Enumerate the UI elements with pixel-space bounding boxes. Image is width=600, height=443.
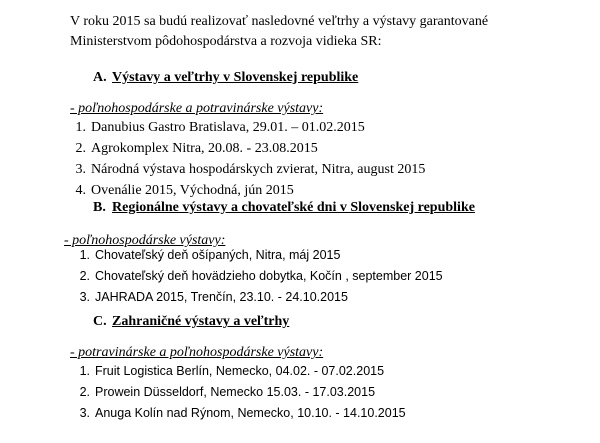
section-c-title: Zahraničné výstavy a veľtrhy [112, 314, 290, 329]
section-a-heading [93, 70, 358, 86]
section-c-heading [93, 314, 289, 330]
section-b-heading [93, 200, 475, 216]
section-b-letter: B. [93, 200, 106, 215]
document-page: V roku 2015 sa budú realizovať nasledovné veľtrhy a výstavy garantované Ministerstvom pôdohospodárstva a rozvoja vidieka SR: A. Výstavy a veľtrhy v Slovenskej republike - poľnohospodárske a potravinárske výstavy: 1. Danubius Gastro Bratislava, 29.01. – 01.02.2015 2. Agrokomplex Nitra, 20.08. - 23.08.2015 3. Národná výstava hospodárskych zvierat, Nitra, august 2015 4. Ovenálie 2015, Východná, jún 2015 B. Regionálne výstavy a chovateľské dni v Slovenskej republike - poľnohospodárske výstavy: 1. Chovateľský deň ošípaných, Nitra, máj 2015 2. Chovateľský deň hovädzieho dobytka, Kočín , september 2015 3. JAHRADA 2015, Trenčín, 23.10. - 24.10.2015 C. Zahraničné výstavy a veľtrhy - potravinárske a poľnohospodárske výstavy: 1. Fruit Logistica Berlín, Nemecko, 04.02. - 07.02.2015 2. Prowein Düsseldorf, Nemecko 15.03. - 17.03.2015 3. Anuga Kolín nad Rýnom, Nemecko, 10.10. - 14.10.2015 [0, 0, 600, 443]
section-b-title: Regionálne výstavy a chovateľské dni v Slovenskej republike [112, 200, 475, 215]
section-a-subheading: - poľnohospodárske a potravinárske výstavy: [70, 101, 324, 116]
intro-paragraph: V roku 2015 sa budú realizovať nasledovné veľtrhy a výstavy garantované Ministerstvom pôdohospodárstva a rozvoja vidieka SR: [70, 14, 489, 49]
section-b-subheading: - poľnohospodárske výstavy: [64, 233, 226, 248]
section-c-subheading: - potravinárske a poľnohospodárske výstavy: [70, 345, 324, 360]
section-a-title: Výstavy a veľtrhy v Slovenskej republike [112, 70, 359, 85]
section-c-letter: C. [93, 314, 107, 329]
section-a-letter: A. [93, 70, 107, 85]
